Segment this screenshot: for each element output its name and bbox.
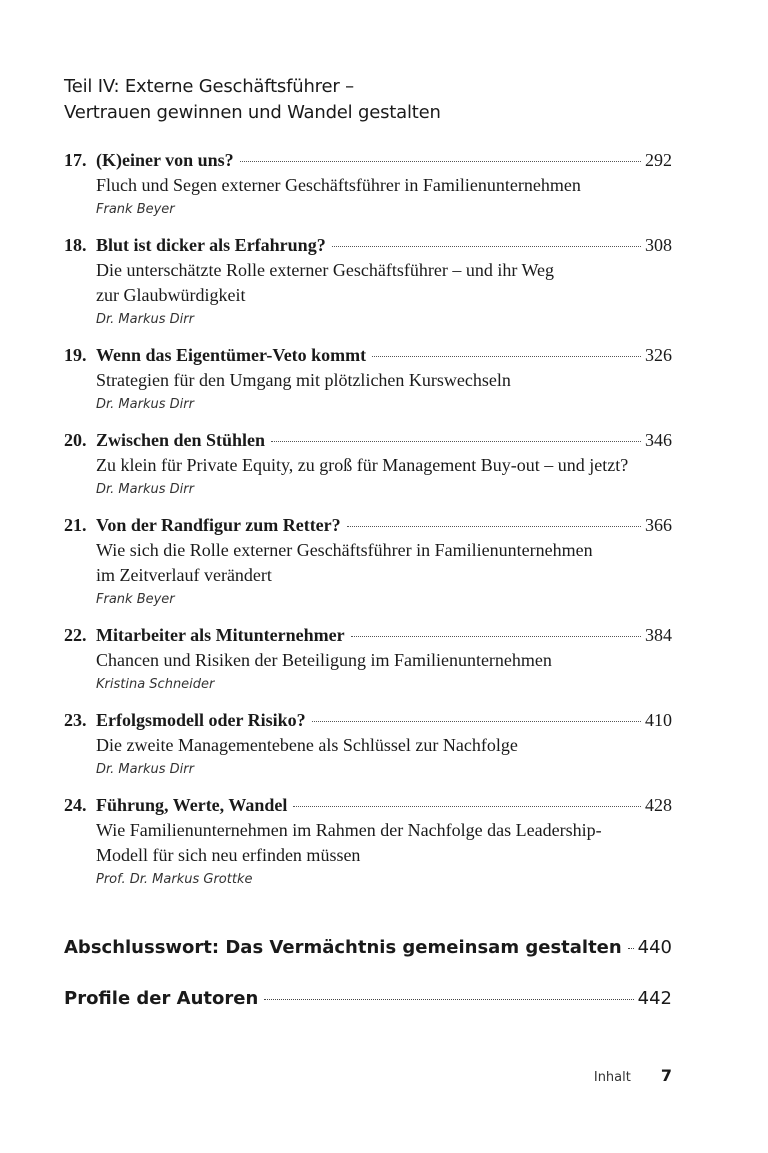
entry-heading [64, 343, 672, 368]
toc-entry[interactable] [64, 708, 672, 782]
part-title [64, 74, 672, 126]
entry-subtitle: Strategien für den Umgang mit plötzlichen Kurswechseln [96, 370, 511, 390]
entry-title: Mitarbeiter als Mitunternehmer [96, 625, 345, 645]
entry-number: 20. [64, 430, 87, 450]
closing-page-number: 440 [637, 937, 672, 958]
entry-author: Frank Beyer [96, 592, 175, 607]
entry-page-number: 384 [645, 625, 672, 645]
entry-number: 24. [64, 795, 87, 815]
entry-page-number: 326 [645, 345, 672, 365]
entry-author: Kristina Schneider [96, 677, 215, 692]
entry-subtitle: Chancen und Risiken der Beteiligung im Familienunternehmen [96, 650, 552, 670]
entry-number: 22. [64, 625, 87, 645]
toc-entry[interactable] [64, 148, 672, 222]
entry-page-number: 346 [645, 430, 672, 450]
closing-title: Profile der Autoren [64, 988, 259, 1009]
toc-page [64, 74, 672, 903]
entry-title: (K)einer von uns? [96, 150, 234, 170]
entry-title: Führung, Werte, Wandel [96, 795, 288, 815]
entry-title: Blut ist dicker als Erfahrung? [96, 235, 326, 255]
entry-author: Prof. Dr. Markus Grottke [96, 872, 253, 887]
entry-author: Dr. Markus Dirr [96, 312, 194, 327]
toc-entry[interactable] [64, 513, 672, 612]
entry-author: Dr. Markus Dirr [96, 397, 194, 412]
entry-author: Dr. Markus Dirr [96, 762, 194, 777]
toc-entry[interactable] [64, 793, 672, 892]
entry-page-number: 428 [645, 795, 672, 815]
toc-closing-entry[interactable] [64, 937, 672, 958]
toc-closing-entry[interactable] [64, 988, 672, 1009]
dot-leader [271, 441, 641, 442]
entry-number: 17. [64, 150, 87, 170]
entry-page-number: 308 [645, 235, 672, 255]
entry-page-number: 292 [645, 150, 672, 170]
toc-entries [64, 148, 672, 892]
entry-heading [64, 233, 672, 258]
entry-subtitle: Die unterschätzte Rolle externer Geschäftsführer – und ihr Weg [96, 260, 555, 280]
entry-heading [64, 708, 672, 733]
entry-subtitle: im Zeitverlauf verändert [96, 565, 272, 585]
entry-subtitle: Die zweite Managementebene als Schlüssel zur Nachfolge [96, 735, 518, 755]
entry-number: 18. [64, 235, 87, 255]
page-number: 7 [660, 1066, 672, 1085]
entry-title: Wenn das Eigentümer-Veto kommt [96, 345, 367, 365]
toc-entry[interactable] [64, 428, 672, 502]
entry-page-number: 410 [645, 710, 672, 730]
entry-heading [64, 793, 672, 818]
dot-leader [372, 356, 641, 357]
entry-subtitle: Zu klein für Private Equity, zu groß für Management Buy-out – und jetzt? [96, 455, 629, 475]
closing-title: Abschlusswort: Das Vermächtnis gemeinsam gestalten [64, 937, 622, 958]
entry-heading [64, 513, 672, 538]
toc-entry[interactable] [64, 343, 672, 417]
part-title-line: Vertrauen gewinnen und Wandel gestalten [64, 102, 441, 123]
footer-label: Inhalt [593, 1070, 631, 1085]
dot-leader [351, 636, 641, 637]
dot-leader [264, 999, 633, 1000]
entry-subtitle: Fluch und Segen externer Geschäftsführer in Familienunternehmen [96, 175, 581, 195]
entry-page-number: 366 [645, 515, 672, 535]
entry-author: Frank Beyer [96, 202, 175, 217]
dot-leader [332, 246, 641, 247]
dot-leader [240, 161, 641, 162]
entry-heading [64, 148, 672, 173]
dot-leader [628, 948, 634, 949]
entry-subtitle: Wie Familienunternehmen im Rahmen der Nachfolge das Leadership- [96, 820, 602, 840]
entry-title: Von der Randfigur zum Retter? [96, 515, 341, 535]
entry-number: 19. [64, 345, 87, 365]
entry-title: Zwischen den Stühlen [96, 430, 266, 450]
entry-number: 23. [64, 710, 87, 730]
toc-entry[interactable] [64, 623, 672, 697]
dot-leader [312, 721, 641, 722]
entry-heading [64, 623, 672, 648]
entry-subtitle: Wie sich die Rolle externer Geschäftsführer in Familienunternehmen [96, 540, 593, 560]
part-title-line: Teil IV: Externe Geschäftsführer – [64, 76, 354, 97]
closing-page-number: 442 [637, 988, 672, 1009]
page-footer [560, 1066, 672, 1085]
entry-number: 21. [64, 515, 87, 535]
toc-entry[interactable] [64, 233, 672, 332]
entry-subtitle: zur Glaubwürdigkeit [96, 285, 246, 305]
entry-heading [64, 428, 672, 453]
dot-leader [293, 806, 641, 807]
entry-author: Dr. Markus Dirr [96, 482, 194, 497]
dot-leader [347, 526, 641, 527]
entry-title: Erfolgsmodell oder Risiko? [96, 710, 306, 730]
entry-subtitle: Modell für sich neu erfinden müssen [96, 845, 361, 865]
